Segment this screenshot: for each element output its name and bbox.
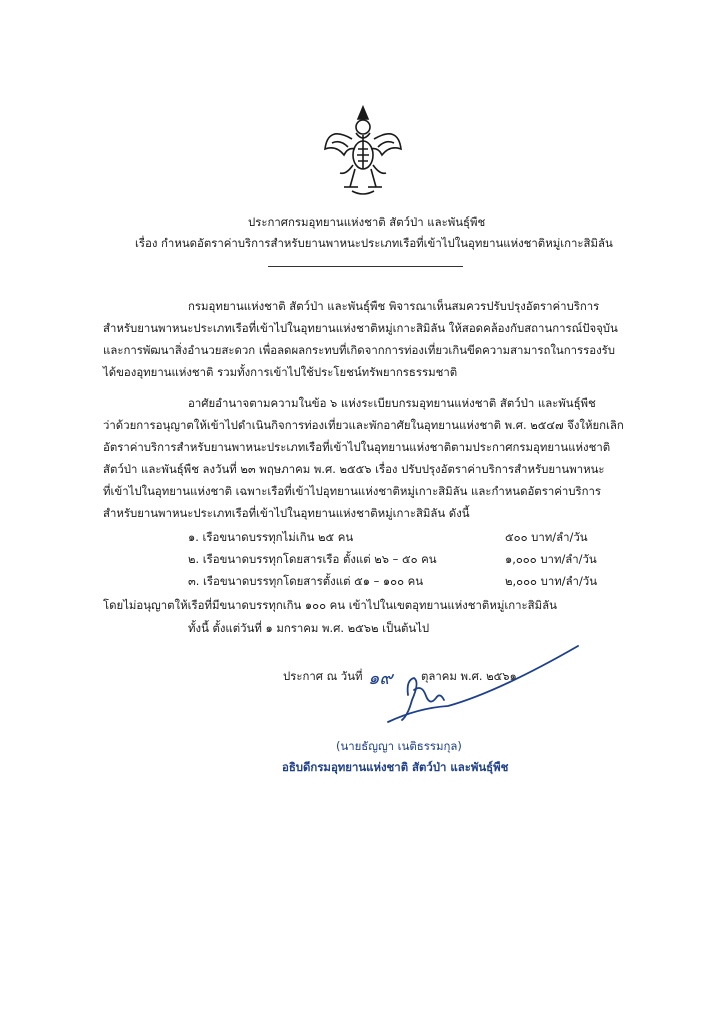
paragraph2-line: อาศัยอำนาจตามความในข้อ ๖ แห่งระเบียบกรมอุทยานแห่งชาติ สัตว์ป่า และพันธุ์พืช [188,396,596,410]
announce-prefix: ประกาศ ณ วันที่ [283,669,363,683]
signer-name: (นายธัญญา เนติธรรมกุล) [336,739,462,753]
paragraph2-line: สำหรับยานพาหนะประเภทเรือที่เข้าไปในอุทยานแห่งชาติหมู่เกาะสิมิลัน ดังนี้ [103,506,470,520]
signer-title: อธิบดีกรมอุทยานแห่งชาติ สัตว์ป่า และพันธุ์พืช [282,760,509,774]
paragraph1-line: กรมอุทยานแห่งชาติ สัตว์ป่า และพันธุ์พืช พิจารณาเห็นสมควรปรับปรุงอัตราค่าบริการ [188,299,600,313]
paragraph2-line: ว่าด้วยการอนุญาตให้เข้าไปดำเนินกิจการท่องเที่ยวและพักอาศัยในอุทยานแห่งชาติ พ.ศ. ๒๕๔๗ จึงให้ยกเลิก [103,418,624,432]
announce-day: ๑๙ [368,668,393,689]
announce-month-year: ตุลาคม พ.ศ. ๒๕๖๑ [421,669,517,683]
paragraph2-line: อัตราค่าบริการสำหรับยานพาหนะประเภทเรือที่เข้าไปในอุทยานแห่งชาติตามประกาศกรมอุทยานแห่งชาติ [103,440,611,454]
garuda-emblem-icon [322,103,404,199]
paragraph1-line: สำหรับยานพาหนะประเภทเรือที่เข้าไปในอุทยานแห่งชาติหมู่เกาะสิมิลัน ให้สอดคล้องกับสถานการณ์ปัจจุบัน [103,321,618,335]
paragraph1-line: ได้ของอุทยานแห่งชาติ รวมทั้งการเข้าไปใช้ประโยชน์ทรัพยากรธรรมชาติ [103,365,458,379]
fee-item-amount: ๕๐๐ บาท/ลำ/วัน [505,530,588,544]
fee-item-label: ๑. เรือขนาดบรรทุกไม่เกิน ๒๕ คน [188,530,354,544]
fee-item-amount: ๒,๐๐๐ บาท/ลำ/วัน [505,574,597,588]
title-divider [268,266,463,267]
paragraph2-line: ที่เข้าไปในอุทยานแห่งชาติ เฉพาะเรือที่เข้าไปอุทยานแห่งชาติหมู่เกาะสิมิลัน และกำหนดอัตราค่าบริการ [103,484,601,498]
document-subject: เรื่อง กำหนดอัตราค่าบริการสำหรับยานพาหนะประเภทเรือที่เข้าไปในอุทยานแห่งชาติหมู่เกาะสิมิลัน [135,236,613,250]
paragraph1-line: และการพัฒนาสิ่งอำนวยสะดวก เพื่อลดผลกระทบที่เกิดจากการท่องเที่ยวเกินขีดความสามารถในการรองรับ [103,343,615,357]
paragraph2-line: สัตว์ป่า และพันธุ์พืช ลงวันที่ ๒๓ พฤษภาคม พ.ศ. ๒๕๕๖ เรื่อง ปรับปรุงอัตราค่าบริการสำหรับยานพาหนะ [103,462,605,476]
fee-item-label: ๓. เรือขนาดบรรทุกโดยสารตั้งแต่ ๕๑ – ๑๐๐ คน [188,574,424,588]
no-permit-clause: โดยไม่อนุญาตให้เรือที่มีขนาดบรรทุกเกิน ๑๐๐ คน เข้าไปในเขตอุทยานแห่งชาติหมู่เกาะสิมิลัน [103,598,557,612]
document-title: ประกาศกรมอุทยานแห่งชาติ สัตว์ป่า และพันธุ์พืช [248,215,486,229]
fee-item-label: ๒. เรือขนาดบรรทุกโดยสารเรือ ตั้งแต่ ๒๖ – ๕๐ คน [188,552,437,566]
handwritten-signature-icon [348,640,583,740]
effective-date-clause: ทั้งนี้ ตั้งแต่วันที่ ๑ มกราคม พ.ศ. ๒๕๖๒ เป็นต้นไป [188,621,430,635]
fee-item-amount: ๑,๐๐๐ บาท/ลำ/วัน [505,552,597,566]
